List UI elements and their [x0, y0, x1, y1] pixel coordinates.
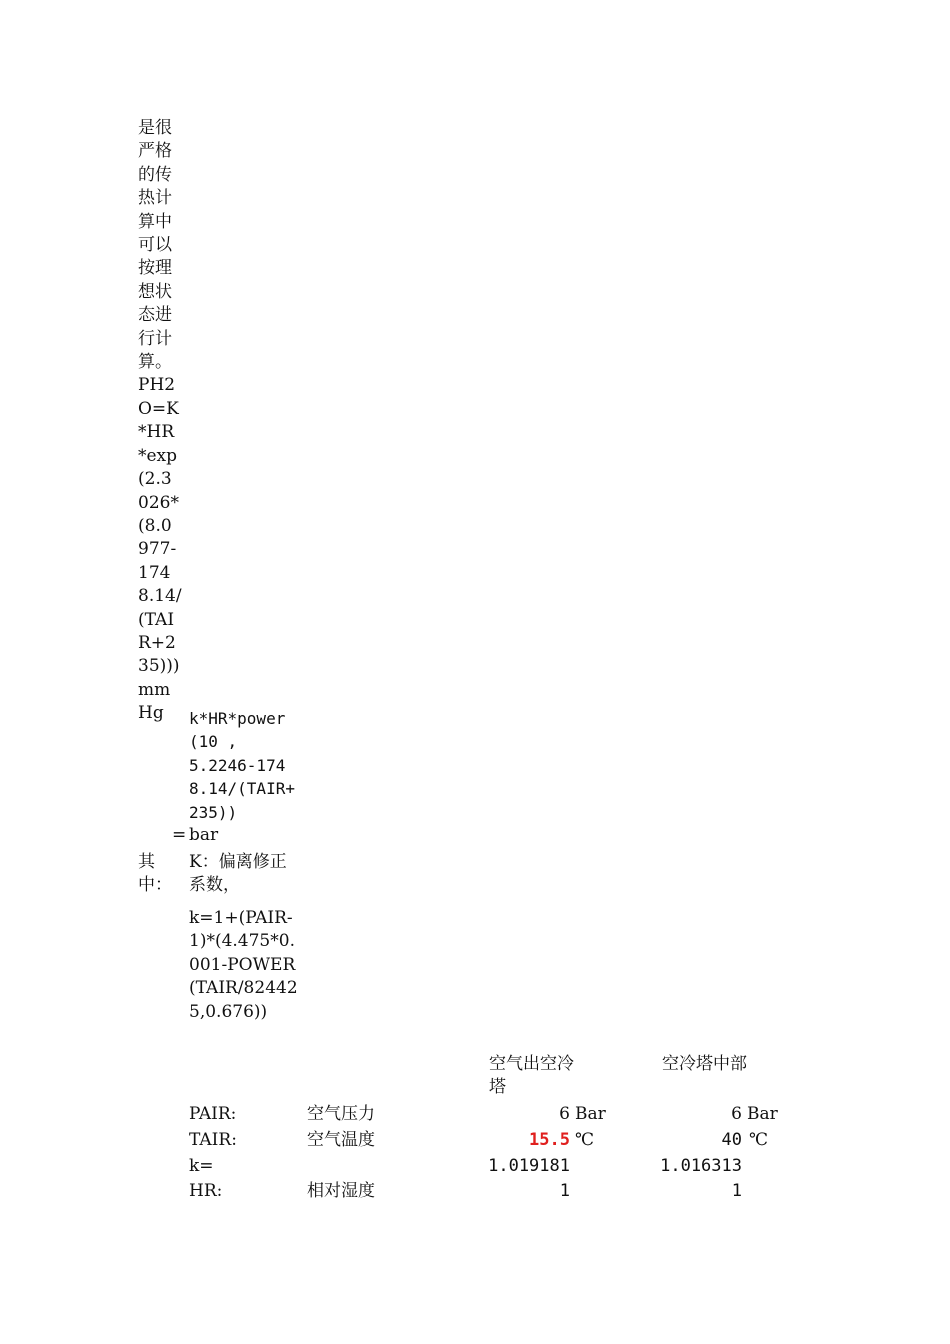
header-tower-middle: 空冷塔中部 [662, 1054, 747, 1074]
row-value-1: 1.019181 [488, 1156, 570, 1176]
row-value-2: 40 [721, 1130, 742, 1150]
row-value-1: 6 [559, 1104, 570, 1124]
bar-unit: bar [189, 825, 219, 845]
row-value-2: 1 [731, 1181, 742, 1201]
description-text: 是很严格的传热计算中可以按理想状态进行计算。PH2O=K*HR*exp(2.3026*(8.0977-1748.14/(TAIR+235)))mmHg [138, 118, 182, 724]
row-value-2: 1.016313 [660, 1156, 742, 1176]
row-symbol: HR: [189, 1181, 223, 1201]
qizhong-label: 其中： [138, 852, 172, 896]
k-description: K：偏离修正系数， [189, 852, 287, 896]
row-symbol: PAIR: [189, 1104, 237, 1124]
row-value-1-highlight: 15.5 [529, 1130, 570, 1150]
row-value-2: 6 [731, 1104, 742, 1124]
row-unit-1: ℃ [575, 1130, 595, 1150]
row-unit-1: Bar [575, 1104, 606, 1124]
row-name: 空气压力 [307, 1104, 375, 1124]
row-name: 空气温度 [307, 1130, 375, 1150]
k-formula: k=1+(PAIR-1)*(4.475*0.001-POWER(TAIR/824425,0.676)) [189, 908, 298, 1022]
header-air-out: 空气出空冷塔 [489, 1054, 574, 1098]
row-symbol: TAIR: [189, 1130, 237, 1150]
row-symbol: k= [189, 1156, 214, 1176]
row-unit-2: Bar [747, 1104, 778, 1124]
row-value-1: 1 [559, 1181, 570, 1201]
row-unit-2: ℃ [749, 1130, 769, 1150]
row-name: 相对湿度 [307, 1181, 375, 1201]
equals-sign: = [172, 825, 187, 845]
power-formula: k*HR*power(10 , 5.2246-1748.14/(TAIR+235)) [189, 709, 295, 822]
